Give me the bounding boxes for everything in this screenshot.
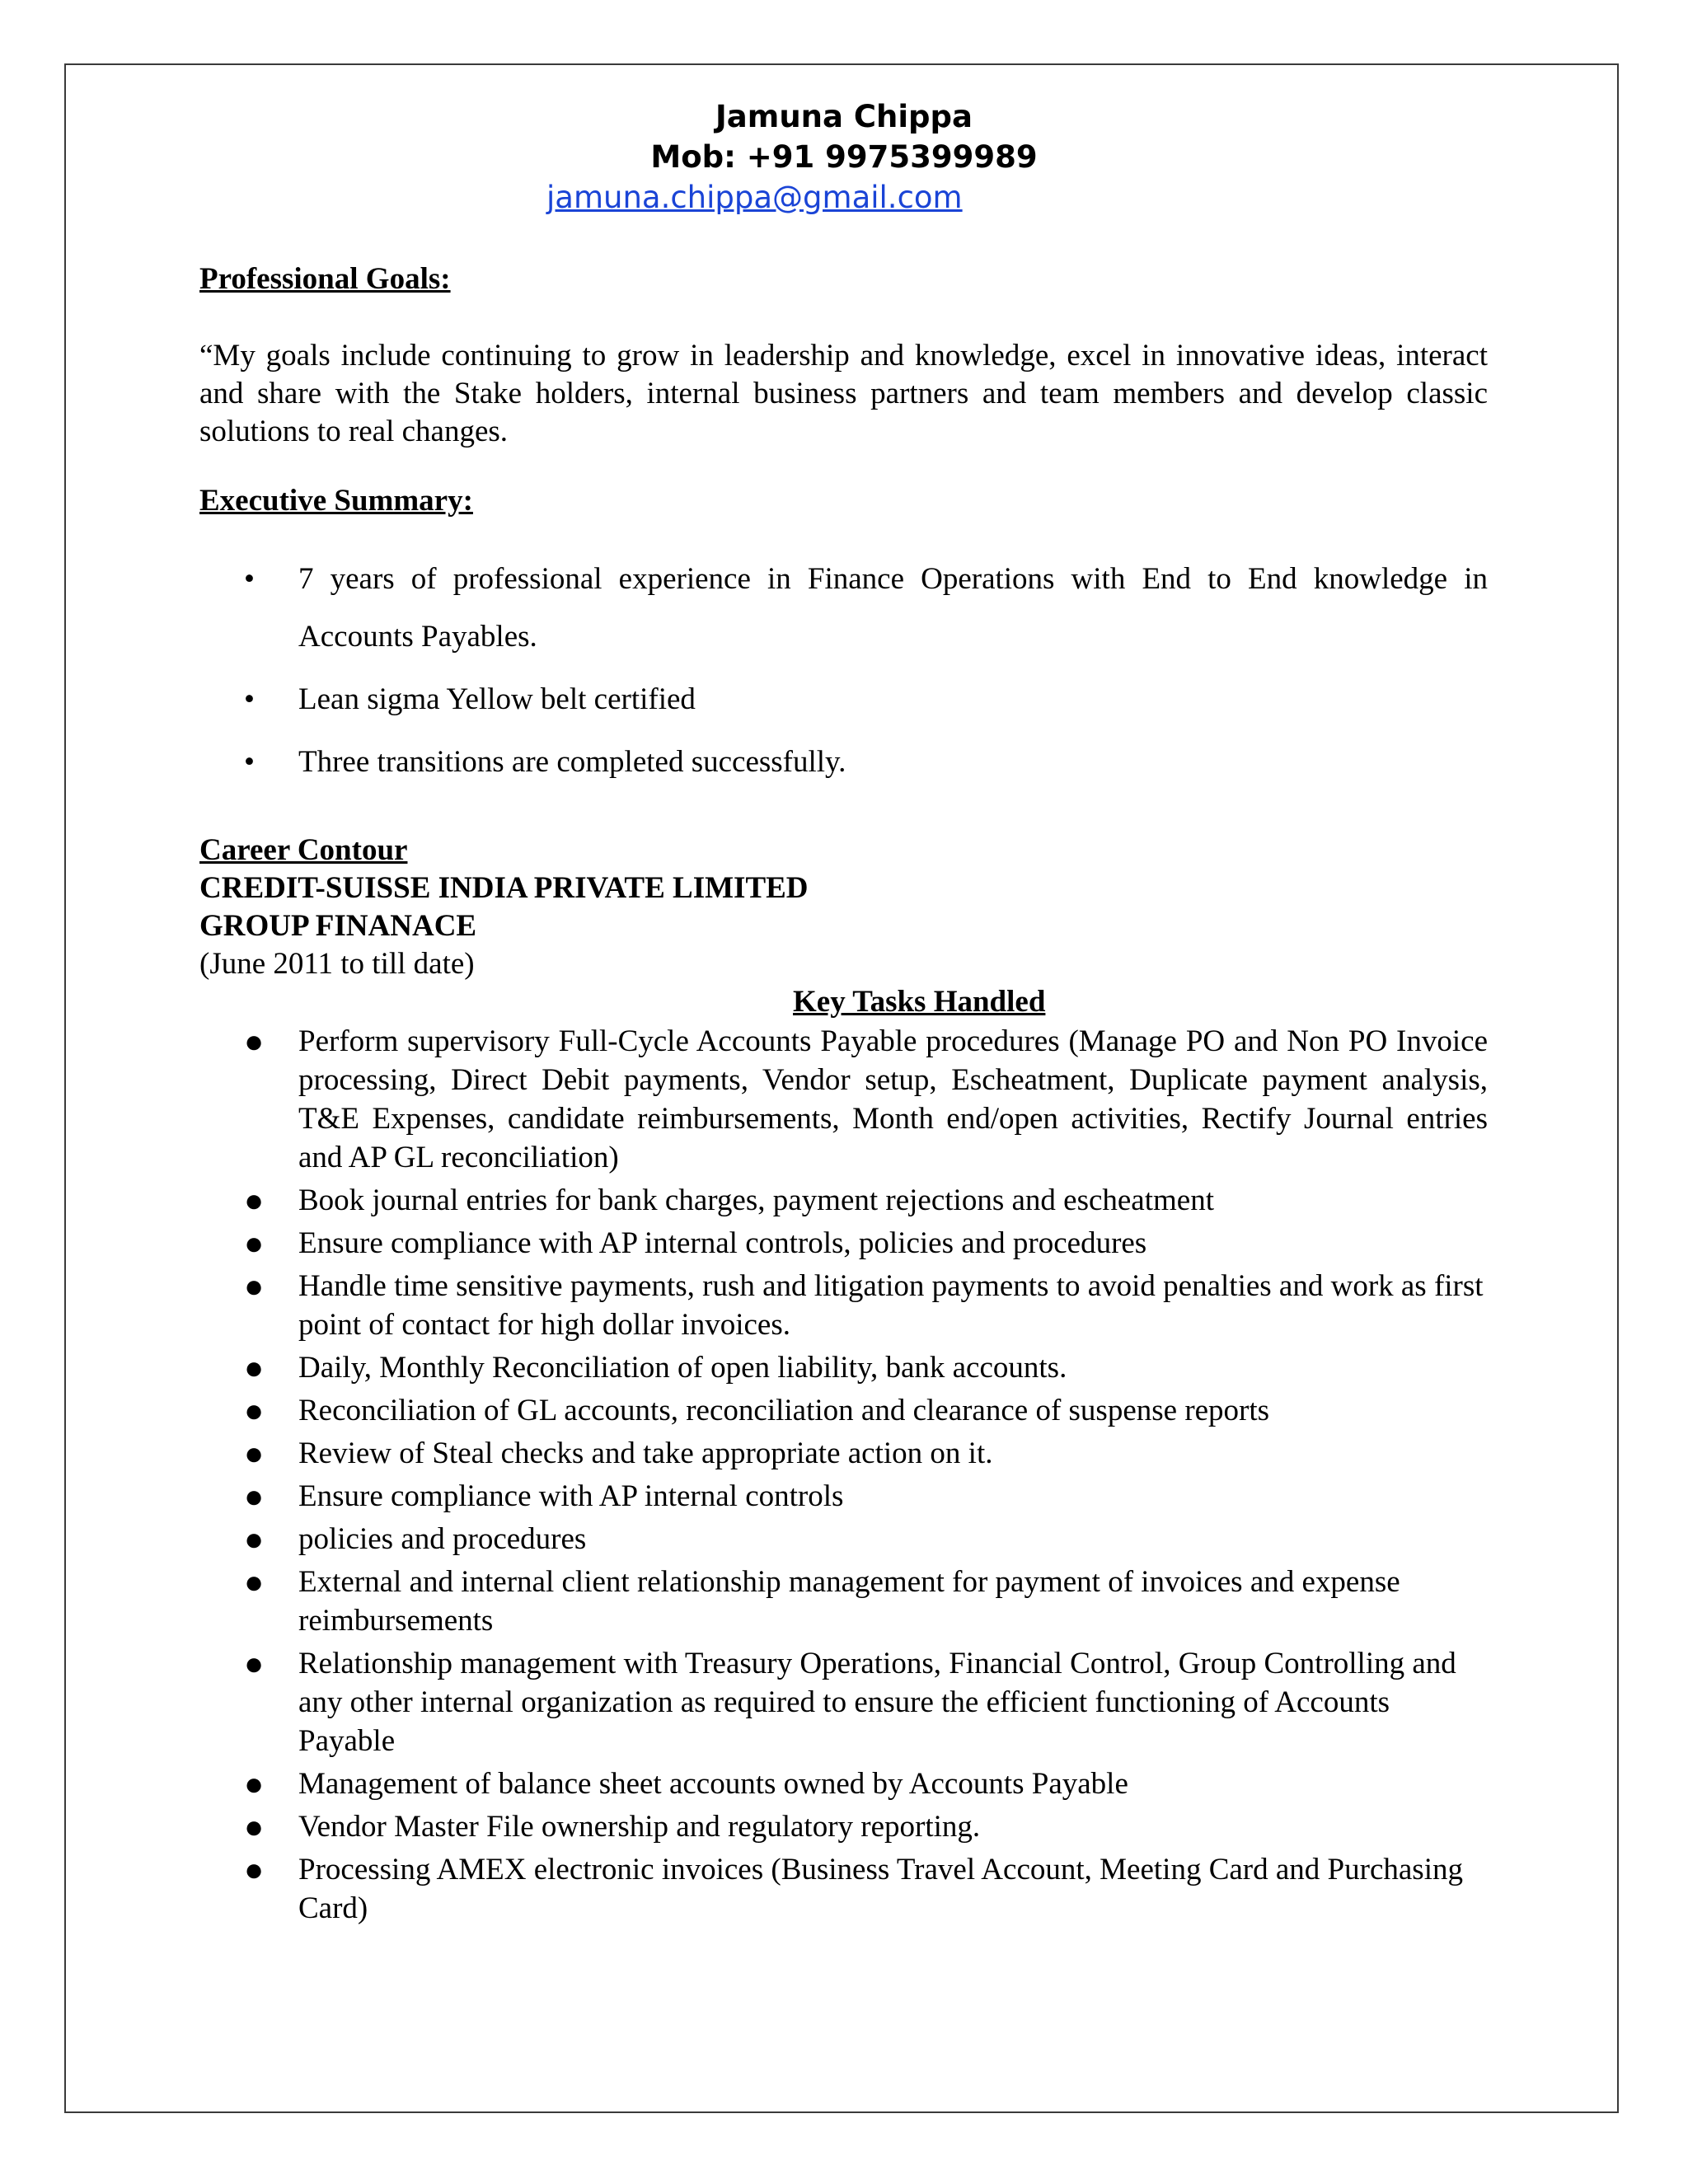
bullet-icon: ● [244, 1225, 265, 1262]
key-tasks-heading: Key Tasks Handled [793, 985, 1046, 1019]
career-contour-heading: Career Contour [199, 833, 408, 867]
bullet-icon: ● [244, 1478, 265, 1515]
professional-goals-text: “My goals include continuing to grow in leadership and knowledge, excel in innovative ideas, interact and share with the Stake holders, internal business partners and team members and develop classic solutions to real changes. [199, 339, 1488, 448]
bullet-icon: ● [244, 1563, 265, 1601]
list-item: ● policies and procedures [244, 1521, 587, 1558]
key-tasks-list [199, 1022, 1488, 1932]
bullet-icon: • [244, 682, 255, 716]
list-item: ● Reconciliation of GL accounts, reconciliation and clearance of suspense reports [244, 1392, 1270, 1429]
bullet-icon: • [244, 562, 255, 596]
list-item: ● Book journal entries for bank charges, payment rejections and escheatment [244, 1182, 1214, 1219]
bullet-icon: ● [244, 1435, 265, 1472]
bullet-icon: ● [244, 1808, 265, 1845]
list-item: • Lean sigma Yellow belt certified [199, 671, 1488, 729]
bullet-icon: ● [244, 1182, 265, 1219]
list-item: ● Handle time sensitive payments, rush and litigation payments to avoid penalties and work as first point of contact for high dollar invoices. [244, 1268, 1484, 1342]
professional-goals-heading: Professional Goals: [199, 262, 451, 296]
email-link[interactable]: jamuna.chippa@gmail.com [546, 180, 963, 215]
list-item: • Three transitions are completed successfully. [199, 733, 1488, 791]
list-item: ● Ensure compliance with AP internal controls [244, 1478, 844, 1515]
list-item: ● Perform supervisory Full-Cycle Accounts Payable procedures (Manage PO and Non PO Invoice processing, Direct Debit payments, Vendor setup, Escheatment, Duplicate payment analysis, T&E Expenses, candidate reimbursements, Month end/open activities, Rectify Journal entries and AP GL reconciliation) [244, 1023, 1488, 1174]
executive-summary-list [199, 551, 1488, 796]
list-item: ● Ensure compliance with AP internal controls, policies and procedures [244, 1225, 1147, 1262]
list-item: ● Vendor Master File ownership and regulatory reporting. [244, 1808, 981, 1845]
bullet-icon: ● [244, 1392, 265, 1429]
company-name: CREDIT-SUISSE INDIA PRIVATE LIMITED [199, 871, 809, 905]
list-item: ● Daily, Monthly Reconciliation of open liability, bank accounts. [244, 1349, 1067, 1386]
bullet-icon: • [244, 745, 255, 779]
candidate-name: Jamuna Chippa [715, 99, 973, 134]
list-item: ● External and internal client relationship management for payment of invoices and expense reimbursements [244, 1563, 1400, 1638]
bullet-icon: ● [244, 1851, 265, 1888]
list-item: ● Management of balance sheet accounts owned by Accounts Payable [244, 1765, 1128, 1802]
list-item: • 7 years of professional experience in Finance Operations with End to End knowledge in Accounts Payables. [199, 551, 1488, 666]
list-item: ● Processing AMEX electronic invoices (Business Travel Account, Meeting Card and Purchasing Card) [244, 1851, 1463, 1925]
bullet-icon: ● [244, 1521, 265, 1558]
list-item: ● Relationship management with Treasury Operations, Financial Control, Group Controlling and any other internal organization as required to ensure the efficient functioning of Accounts Payable [244, 1645, 1456, 1758]
bullet-icon: ● [244, 1023, 265, 1060]
bullet-icon: ● [244, 1268, 265, 1305]
bullet-icon: ● [244, 1349, 265, 1386]
bullet-icon: ● [244, 1765, 265, 1802]
department-name: GROUP FINANACE [199, 909, 477, 943]
list-item: ● Review of Steal checks and take appropriate action on it. [244, 1435, 993, 1472]
employment-period: (June 2011 to till date) [199, 947, 475, 981]
executive-summary-heading: Executive Summary: [199, 484, 473, 518]
mobile-number: Mob: +91 9975399989 [650, 139, 1038, 175]
bullet-icon: ● [244, 1645, 265, 1682]
